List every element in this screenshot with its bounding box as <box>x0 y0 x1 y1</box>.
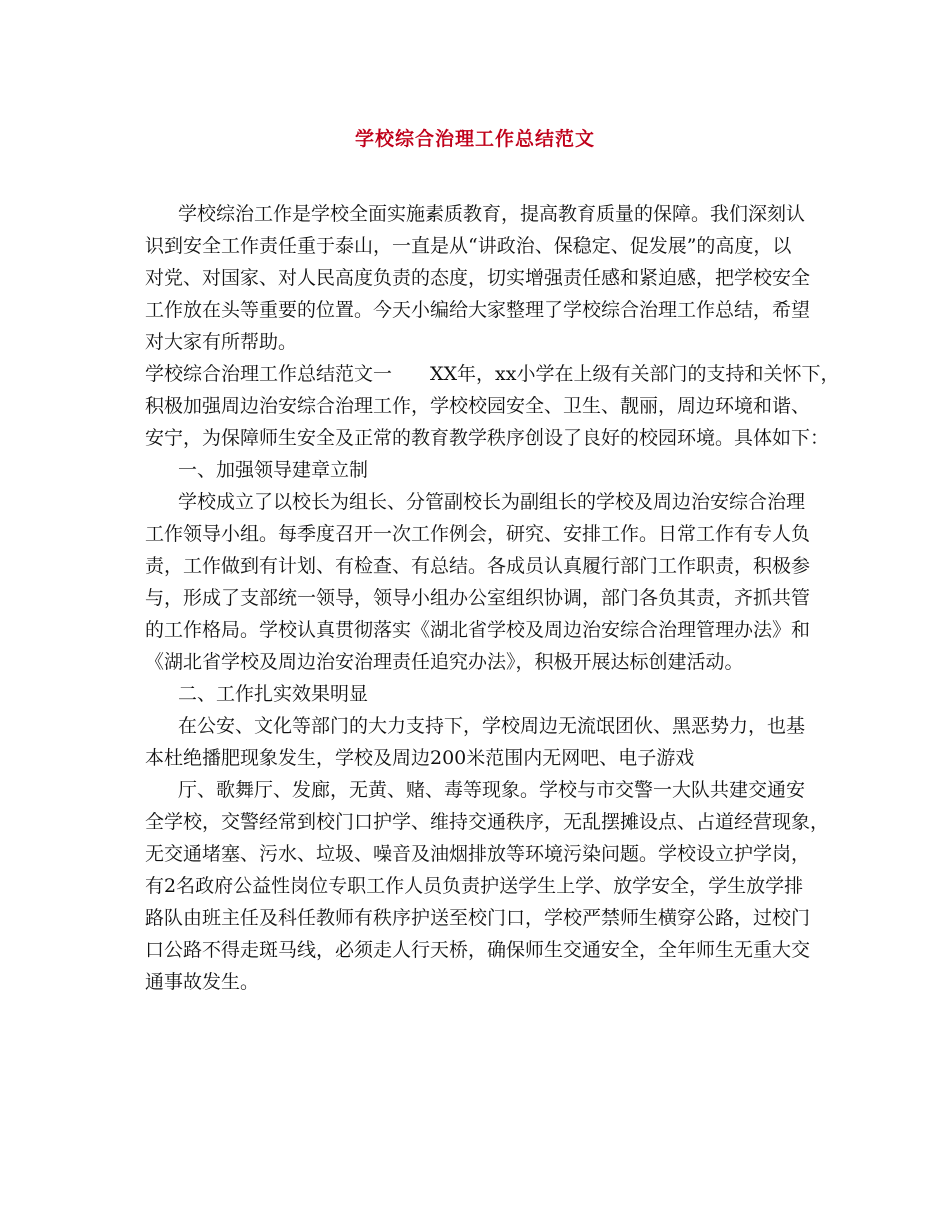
body-line: 在公安、文化等部门的大力支持下，学校周边无流氓团伙、黑恶势力，也基 <box>178 715 806 737</box>
body-line: 识到安全工作责任重于泰山，一直是从“讲政治、保稳定、促发展”的高度，以 <box>145 235 792 257</box>
body-line: 对党、对国家、对人民高度负责的态度，切实增强责任感和紧迫感，把学校安全 <box>145 267 811 289</box>
body-line: 本杜绝播肥现象发生，学校及周边200米范围内无网吧、电子游戏 <box>145 747 695 769</box>
subheading-1: 一、加强领导建章立制 <box>178 459 369 481</box>
body-line: 与，形成了支部统一领导，领导小组办公室组织协调，部门各负其责，齐抓共管 <box>145 587 811 609</box>
body-line: 口公路不得走斑马线，必须走人行天桥，确保师生交通安全，全年师生无重大交 <box>145 939 811 961</box>
body-line: 工作领导小组。每季度召开一次工作例会，研究、安排工作。日常工作有专人负 <box>145 523 811 545</box>
body-line: 责，工作做到有计划、有检查、有总结。各成员认真履行部门工作职责，积极参 <box>145 555 811 577</box>
body-line: 《湖北省学校及周边治安治理责任追究办法》，积极开展达标创建活动。 <box>145 651 744 673</box>
body-line: 有2名政府公益性岗位专职工作人员负责护送学生上学、放学安全，学生放学排 <box>145 875 804 897</box>
body-line: 无交通堵塞、污水、垃圾、噪音及油烟排放等环境污染问题。学校设立护学岗， <box>145 843 811 865</box>
body-line: 学校综治工作是学校全面实施素质教育，提高教育质量的保障。我们深刻认 <box>178 203 806 225</box>
section-heading-line: 学校综合治理工作总结范文一 XX年，xx小学在上级有关部门的支持和关怀下， <box>145 363 840 385</box>
body-line: 对大家有所帮助。 <box>145 331 298 353</box>
body-line: 厅、歌舞厅、发廊，无黄、赌、毒等现象。学校与市交警一大队共建交通安 <box>178 779 806 801</box>
body-line: 学校成立了以校长为组长、分管副校长为副组长的学校及周边治安综合治理 <box>178 491 806 513</box>
body-line: 通事故发生。 <box>145 971 260 993</box>
body-line: 路队由班主任及科任教师有秩序护送至校门口，学校严禁师生横穿公路，过校门 <box>145 907 811 929</box>
body-line: 工作放在头等重要的位置。今天小编给大家整理了学校综合治理工作总结，希望 <box>145 299 811 321</box>
subheading-2: 二、工作扎实效果明显 <box>178 683 369 705</box>
document-title: 学校综合治理工作总结范文 <box>354 128 595 150</box>
body-line: 全学校，交警经常到校门口护学、维持交通秩序，无乱摆摊设点、占道经营现象， <box>145 811 830 833</box>
body-line: 的工作格局。学校认真贯彻落实《湖北省学校及周边治安综合治理管理办法》和 <box>145 619 811 641</box>
body-line: 安宁，为保障师生安全及正常的教育教学秩序创设了良好的校园环境。具体如下： <box>145 427 830 449</box>
body-line: 积极加强周边治安综合治理工作，学校校园安全、卫生、靓丽，周边环境和谐、 <box>145 395 811 417</box>
